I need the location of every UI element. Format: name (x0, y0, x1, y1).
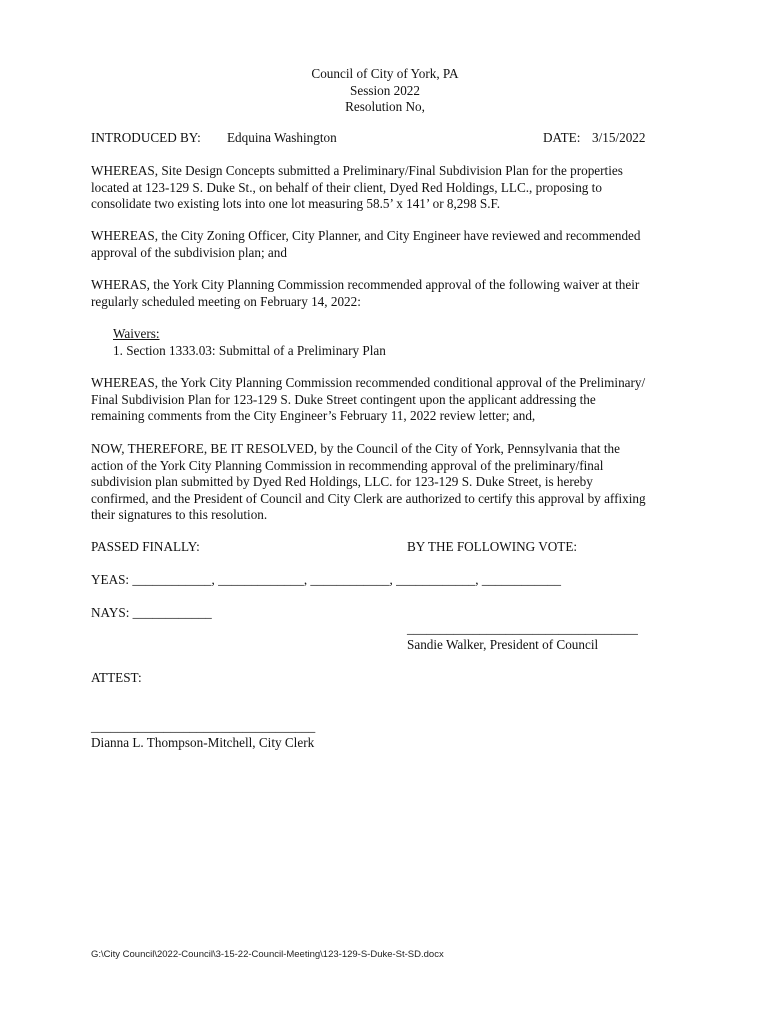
para5-line: confirmed, and the President of Council and City Clerk are authorized to certify this approval by affixing (91, 490, 646, 506)
passed-finally-label: PASSED FINALLY: (91, 539, 200, 554)
yeas-line: YEAS: ____________, _____________, ____________, ____________, ____________ (91, 572, 561, 587)
header-council: Council of City of York, PA (311, 66, 459, 81)
para2-line: approval of the subdivision plan; and (91, 244, 287, 260)
para1-line: consolidate two existing lots into one lot measuring 58.5’ x 141’ or 8,298 S.F. (91, 196, 501, 211)
introduced-by-label: INTRODUCED BY: (91, 130, 201, 145)
nays-line: NAYS: ____________ (91, 605, 212, 620)
resolution-header (0, 66, 770, 116)
para2-line: WHEREAS, the City Zoning Officer, City Planner, and City Engineer have reviewed and recommended (91, 228, 641, 243)
file-path-footer: G:\City Council\2022-Council\3-15-22-Council-Meeting\123-129-S-Duke-St-SD.docx (91, 949, 444, 960)
resolved-paragraph (91, 441, 681, 524)
clerk-name: Dianna L. Thompson-Mitchell, City Clerk (91, 735, 315, 750)
attest-label: ATTEST: (91, 670, 142, 685)
para3-line: regularly scheduled meeting on February 14, 2022: (91, 293, 361, 309)
whereas-paragraph-2 (91, 228, 681, 261)
para4-line: remaining comments from the City Engineer’s February 11, 2022 review letter; and, (91, 408, 536, 423)
president-name: Sandie Walker, President of Council (407, 637, 599, 652)
para5-line: action of the York City Planning Commission in recommending approval of the preliminary/final (91, 457, 604, 473)
whereas-paragraph-1 (91, 163, 681, 213)
whereas-paragraph-3 (91, 277, 681, 310)
para4-line: Final Subdivision Plan for 123-129 S. Duke Street contingent upon the applicant addressing the (91, 391, 596, 407)
para5-line: subdivision plan submitted by Dyed Red Holdings, LLC. for 123-129 S. Duke Street, is hereby (91, 474, 593, 489)
waiver-item: 1. Section 1333.03: Submittal of a Preliminary Plan (113, 343, 386, 358)
para5-line: their signatures to this resolution. (91, 507, 268, 522)
introduced-by-name: Edquina Washington (227, 130, 337, 145)
president-signature-line: ___________________________________ (407, 621, 638, 636)
waivers-title: Waivers: (113, 326, 160, 341)
following-vote-label: BY THE FOLLOWING VOTE: (407, 539, 578, 554)
para5-line: NOW, THEREFORE, BE IT RESOLVED, by the Council of the City of York, Pennsylvania that the (91, 441, 620, 456)
para3-line: WHERAS, the York City Planning Commission recommended approval of the following waiver at their (91, 277, 640, 292)
para1-line: located at 123-129 S. Duke St., on behalf of their client, Dyed Red Holdings, LLC., proposing to (91, 179, 602, 195)
para1-line: WHEREAS, Site Design Concepts submitted a Preliminary/Final Subdivision Plan for the properties (91, 163, 623, 178)
clerk-signature-line: __________________________________ (91, 719, 316, 734)
date-label: DATE: (543, 130, 581, 145)
header-resolution-no: Resolution No, (345, 99, 425, 114)
para4-line: WHEREAS, the York City Planning Commission recommended conditional approval of the Preliminary/ (91, 375, 646, 390)
date-value: 3/15/2022 (592, 130, 646, 145)
header-session: Session 2022 (350, 82, 420, 98)
whereas-paragraph-4 (91, 375, 681, 425)
